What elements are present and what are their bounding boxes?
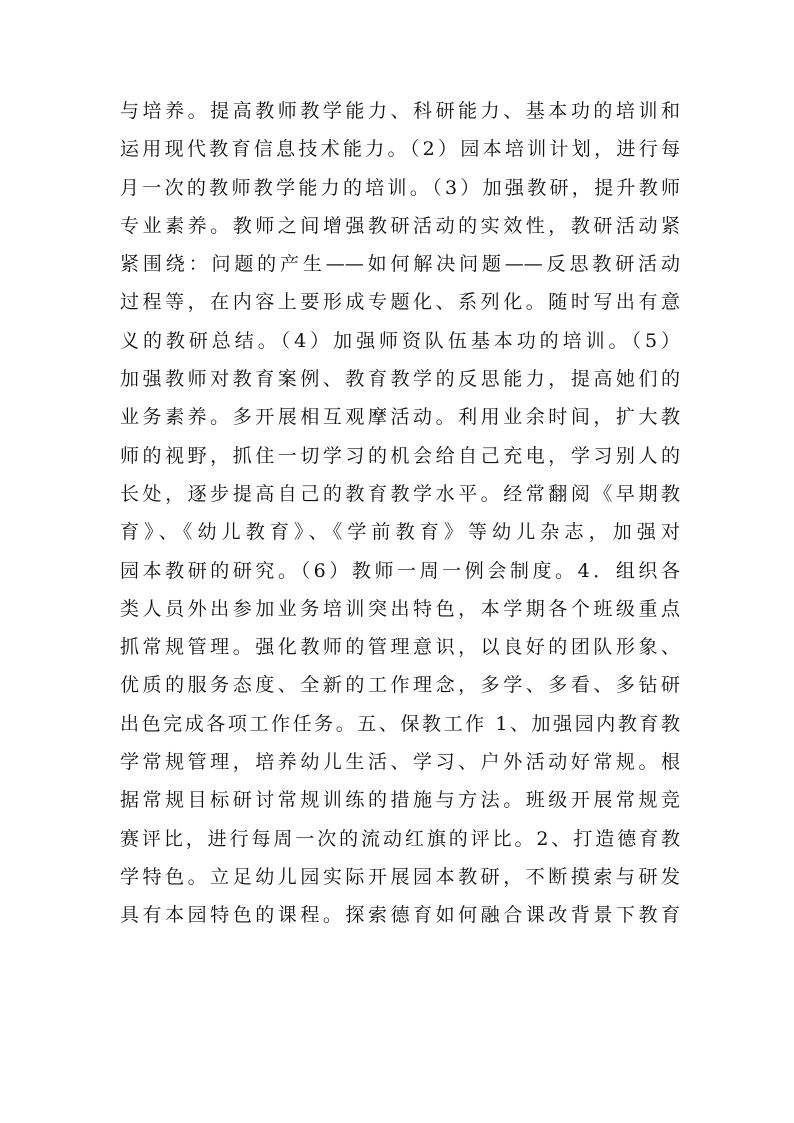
text-line: 抓常规管理。强化教师的管理意识，以良好的团队形象、	[120, 636, 680, 659]
text-line: 与培养。提高教师教学能力、科研能力、基本功的培训和	[120, 100, 680, 122]
text-line: 育》、《幼儿教育》、《学前教育》等幼儿杂志，加强对	[120, 521, 680, 544]
text-line: 赛评比，进行每周一次的流动红旗的评比。2、打造德育教	[120, 827, 680, 850]
text-line: 紧围绕：问题的产生——如何解决问题——反思教研活动	[120, 253, 680, 276]
text-line: 学常规管理，培养幼儿生活、学习、户外活动好常规。根	[120, 751, 680, 774]
text-line: 运用现代教育信息技术能力。（2）园本培训计划，进行每	[120, 138, 680, 161]
text-line: 据常规目标研讨常规训练的措施与方法。班级开展常规竞	[120, 789, 680, 812]
text-line: 长处，逐步提高自己的教育教学水平。经常翻阅《早期教	[120, 482, 680, 505]
text-line: 师的视野，抓住一切学习的机会给自己充电，学习别人的	[120, 444, 680, 467]
text-line: 学特色。立足幼儿园实际开展园本教研，不断摸索与研发	[120, 865, 680, 888]
text-line: 园本教研的研究。（6）教师一周一例会制度。4．组织各	[120, 559, 680, 582]
text-line: 义的教研总结。（4）加强师资队伍基本功的培训。（5）	[120, 329, 680, 352]
text-line: 类人员外出参加业务培训突出特色，本学期各个班级重点	[120, 597, 680, 620]
text-line: 月一次的教师教学能力的培训。（3）加强教研，提升教师	[120, 176, 680, 199]
text-line: 业务素养。多开展相互观摩活动。利用业余时间，扩大教	[120, 406, 680, 429]
text-line: 具有本园特色的课程。探索德育如何融合课改背景下教育	[120, 904, 680, 927]
text-line: 出色完成各项工作任务。五、保教工作 1、加强园内教育教	[120, 712, 680, 735]
text-line: 过程等，在内容上要形成专题化、系列化。随时写出有意	[120, 291, 680, 314]
text-line: 加强教师对教育案例、教育教学的反思能力，提高她们的	[120, 368, 680, 391]
body-text	[120, 92, 680, 935]
text-line: 专业素养。教师之间增强教研活动的实效性，教研活动紧	[120, 214, 680, 237]
text-line: 优质的服务态度、全新的工作理念，多学、多看、多钻研	[120, 674, 680, 697]
